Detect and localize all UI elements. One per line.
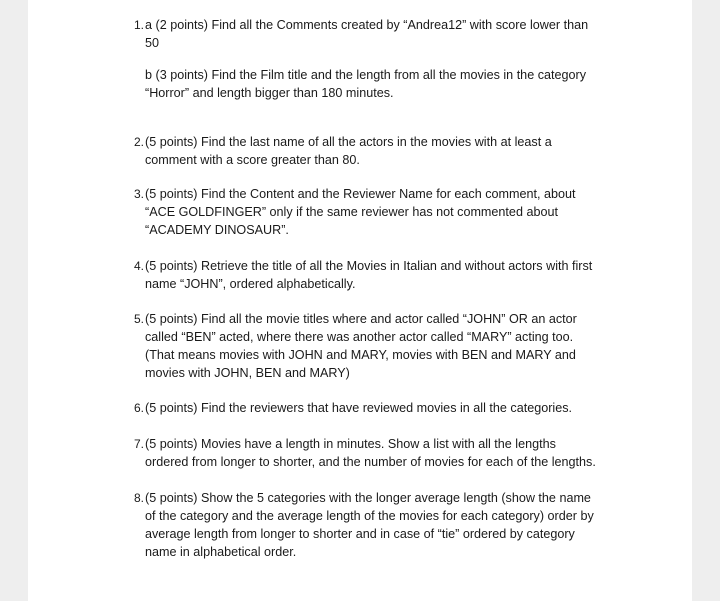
question-number: 7. <box>133 437 144 451</box>
question-number: 4. <box>133 259 144 273</box>
question-text: (5 points) Find the Content and the Reviewer Name for each comment, about “ACE GOLDFINGER” only if the same reviewer has not commented about “ACADEMY DINOSAUR”. <box>145 187 576 237</box>
question-number: 3. <box>133 187 144 201</box>
question-text: (5 points) Find all the movie titles where and actor called “JOHN” OR an actor called “BEN” acted, where there was another actor called “MARY” acting too. (That means movies with JOHN and MARY, movies with BEN and MARY and movies with JOHN, BEN and MARY) <box>145 312 577 380</box>
question-subtext: b (3 points) Find the Film title and the length from all the movies in the category “Horror” and length bigger than 180 minutes. <box>145 68 586 100</box>
question-number: 2. <box>133 135 144 149</box>
question-number: 1. <box>133 18 144 32</box>
question-text: (5 points) Find the last name of all the actors in the movies with at least a comment with a score greater than 80. <box>145 135 552 167</box>
question-text: (5 points) Retrieve the title of all the Movies in Italian and without actors with first name “JOHN”, ordered alphabetically. <box>145 259 593 291</box>
question-number: 8. <box>133 491 144 505</box>
question-text: (5 points) Movies have a length in minutes. Show a list with all the lengths ordered from longer to shorter, and the number of movies for each of the lengths. <box>145 437 596 469</box>
question-text: a (2 points) Find all the Comments created by “Andrea12” with score lower than 50 <box>145 18 589 50</box>
document-page <box>28 0 692 601</box>
question-text: (5 points) Find the reviewers that have reviewed movies in all the categories. <box>145 401 572 415</box>
question-number: 6. <box>133 401 144 415</box>
question-text: (5 points) Show the 5 categories with the longer average length (show the name of the category and the average length of the movies for each category) order by average length from longer to shorter and in case of “tie” ordered by category name in alphabetical order. <box>145 491 594 559</box>
question-number: 5. <box>133 312 144 326</box>
